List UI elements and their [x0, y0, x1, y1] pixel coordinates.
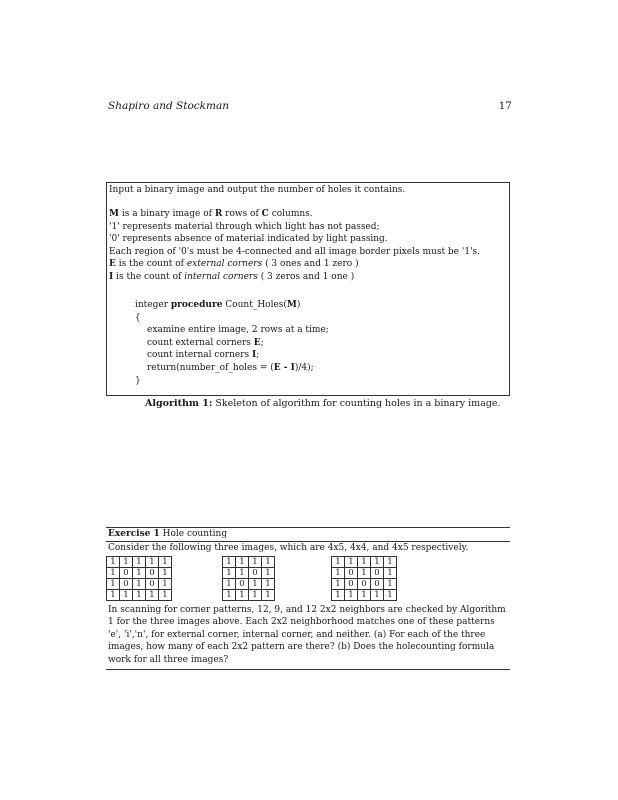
- procedure-line: [147, 362, 329, 375]
- text-segment: internal corners: [184, 271, 258, 282]
- exercise-title: [106, 528, 510, 541]
- text-segment: columns.: [268, 209, 313, 219]
- procedure-line: [147, 337, 329, 350]
- grid-cell: 0: [371, 578, 384, 589]
- grid-cell: 1: [262, 556, 275, 567]
- grid-cell: 1: [223, 578, 236, 589]
- grid-cell: 1: [262, 589, 275, 600]
- text-segment: is the count of: [113, 271, 185, 282]
- text-segment: examine entire image, 2 rows at a time;: [147, 325, 329, 336]
- grid-cell: 1: [371, 589, 384, 600]
- grid-cell: 1: [146, 589, 159, 600]
- page-header: [108, 100, 512, 114]
- grid-cell: 1: [384, 578, 397, 589]
- grid-cell: 1: [371, 556, 384, 567]
- grid-cell: 1: [223, 556, 236, 567]
- grid-cell: 0: [345, 578, 358, 589]
- text-segment: ): [296, 300, 301, 310]
- grid-cell: 1: [249, 556, 262, 567]
- grid-cell: 1: [249, 578, 262, 589]
- grid-cell: 1: [345, 589, 358, 600]
- grid-cell: 1: [133, 578, 146, 589]
- grid-cell: 0: [236, 578, 249, 589]
- text-segment: E: [109, 259, 116, 270]
- grid-row: [332, 589, 397, 600]
- grid-cell: 1: [120, 556, 133, 567]
- grid-row: [223, 578, 275, 589]
- text-segment: I: [109, 271, 114, 282]
- grid-row: [107, 578, 172, 589]
- grid-cell: 1: [236, 556, 249, 567]
- grid-cell: 1: [223, 567, 236, 578]
- procedure-signature: [135, 299, 329, 312]
- grid-cell: 0: [146, 567, 159, 578]
- text-segment: R: [214, 209, 223, 219]
- grid-cell: 1: [133, 567, 146, 578]
- procedure-line: [147, 349, 329, 362]
- running-head-authors: Shapiro and Stockman: [108, 100, 230, 112]
- grid-cell: 1: [133, 589, 146, 600]
- grid-cell: 1: [358, 556, 371, 567]
- text-segment: M: [286, 300, 297, 310]
- grid-cell: 0: [120, 578, 133, 589]
- grid-cell: 0: [120, 567, 133, 578]
- text-segment: Each region of '0's must be 4-connected and all image border pixels must be '1's.: [109, 246, 481, 257]
- exercise-title-text: Hole counting: [159, 529, 228, 539]
- grid-row: [107, 567, 172, 578]
- grid-cell: 1: [332, 567, 345, 578]
- binary-image-2: [222, 556, 275, 601]
- grid-cell: 1: [332, 589, 345, 600]
- text-segment: is the count of: [115, 259, 187, 270]
- algorithm-caption: [145, 398, 501, 409]
- grid-cell: 1: [332, 556, 345, 567]
- text-segment: )/4);: [294, 362, 314, 373]
- grid-cell: 1: [358, 567, 371, 578]
- grid-row: [107, 556, 172, 567]
- procedure-line: [147, 324, 329, 337]
- description-line: [109, 258, 480, 271]
- algorithm-intro: Input a binary image and output the number of holes it contains.: [109, 185, 406, 195]
- exercise-block: [106, 527, 510, 670]
- text-segment: M: [109, 209, 119, 219]
- text-segment: Count_Holes(: [222, 300, 287, 310]
- text-segment: count internal corners: [147, 350, 253, 361]
- grid-cell: 1: [236, 567, 249, 578]
- grid-cell: 1: [159, 556, 172, 567]
- grid-cell: 1: [223, 589, 236, 600]
- exercise-label: Exercise 1: [108, 529, 160, 539]
- grid-cell: 1: [332, 578, 345, 589]
- text-segment: ;: [256, 350, 260, 361]
- text-segment: count external corners: [147, 337, 254, 348]
- grid-cell: 1: [345, 556, 358, 567]
- grid-cell: 1: [249, 589, 262, 600]
- algorithm-box: [106, 182, 510, 396]
- grid-row: [223, 556, 275, 567]
- grid-cell: 1: [236, 589, 249, 600]
- text-segment: return(number_of_holes = (: [147, 362, 274, 373]
- grid-cell: 0: [146, 578, 159, 589]
- text-segment: ;: [260, 337, 264, 348]
- grid-cell: 1: [107, 589, 120, 600]
- grid-cell: 0: [371, 567, 384, 578]
- grid-cell: 1: [107, 578, 120, 589]
- text-segment: rows of: [222, 209, 262, 219]
- algorithm-description: [109, 208, 480, 284]
- description-line: [109, 233, 480, 246]
- grid-cell: 1: [159, 578, 172, 589]
- text-segment: E: [253, 337, 261, 348]
- text-segment: E - I: [273, 362, 295, 373]
- binary-image-3: [331, 556, 397, 601]
- grid-row: [332, 556, 397, 567]
- grid-cell: 1: [120, 589, 133, 600]
- grid-cell: 1: [384, 589, 397, 600]
- grid-cell: 1: [384, 556, 397, 567]
- grid-cell: 1: [133, 556, 146, 567]
- bottom-rule: [106, 669, 510, 670]
- grid-row: [107, 589, 172, 600]
- grid-cell: 1: [262, 567, 275, 578]
- grid-cell: 1: [146, 556, 159, 567]
- text-segment: '0' represents absence of material indicated by light passing.: [109, 234, 388, 245]
- binary-image-1: [106, 556, 172, 601]
- grid-cell: 1: [384, 567, 397, 578]
- text-segment: procedure: [170, 300, 223, 310]
- grid-cell: 1: [262, 578, 275, 589]
- exercise-body: In scanning for corner patterns, 12, 9, and 12 2x2 neighbors are checked by Algorithm 1 for the three images above. Each 2x2 neighborhood matches one of these patterns 'e', 'i','n', for external corner, internal corner, and neither. (a) For each of the three images, how many of each 2x2 pattern are there? (b) Does the holecounting formula work for all three images?: [108, 604, 506, 665]
- description-line: [109, 246, 480, 259]
- description-line: [109, 221, 480, 234]
- binary-image-grids: [106, 556, 510, 604]
- description-line: [109, 271, 480, 284]
- text-segment: is a binary image of: [118, 209, 215, 219]
- caption-text: Skeleton of algorithm for counting holes in a binary image.: [212, 398, 501, 409]
- grid-cell: 1: [159, 589, 172, 600]
- grid-row: [332, 578, 397, 589]
- text-segment: '1' represents material through which light has not passed;: [109, 221, 380, 232]
- grid-cell: 1: [159, 567, 172, 578]
- description-line: [109, 208, 480, 221]
- text-segment: C: [261, 209, 269, 219]
- grid-row: [223, 589, 275, 600]
- grid-row: [223, 567, 275, 578]
- caption-label: Algorithm 1:: [145, 398, 213, 409]
- procedure-body: [135, 324, 329, 374]
- grid-cell: 0: [358, 578, 371, 589]
- open-brace: {: [135, 312, 141, 323]
- text-segment: external corners: [186, 259, 263, 270]
- text-segment: I: [252, 350, 257, 361]
- grid-cell: 1: [358, 589, 371, 600]
- grid-row: [332, 567, 397, 578]
- grid-cell: 1: [107, 556, 120, 567]
- procedure-block: [135, 299, 329, 387]
- text-segment: ( 3 ones and 1 zero ): [262, 259, 359, 270]
- grid-cell: 1: [107, 567, 120, 578]
- text-segment: ( 3 zeros and 1 one ): [257, 271, 355, 282]
- page-number: 17: [498, 100, 512, 112]
- grid-cell: 0: [249, 567, 262, 578]
- close-brace: }: [135, 375, 141, 386]
- grid-cell: 0: [345, 567, 358, 578]
- exercise-intro: Consider the following three images, which are 4x5, 4x4, and 4x5 respectively.: [108, 543, 469, 553]
- text-segment: integer: [135, 300, 171, 310]
